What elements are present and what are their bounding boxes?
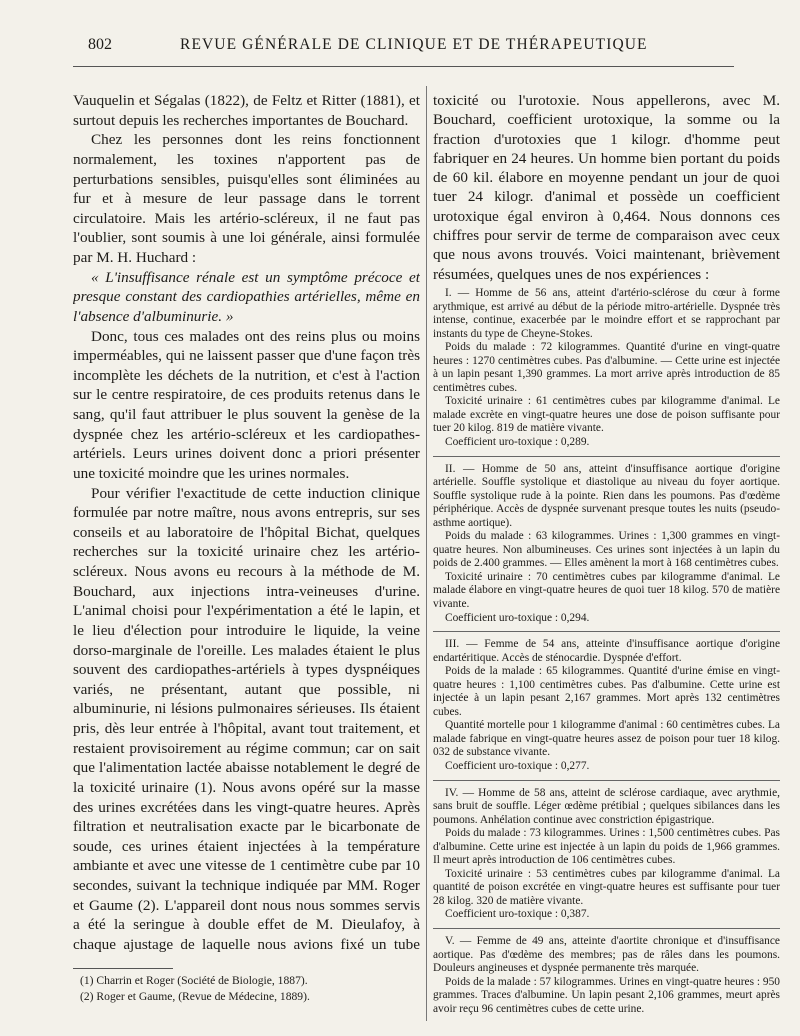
paragraph: Chez les personnes dont les reins fonctionnent normalement, les toxines n'apportent pas de perturbations sensibles, puisqu'elles sont éliminées au fur et à mesure de leur passage dans le torrent circulatoire. Mais les artério-scléreux, il ne faut pas l'oublier, sont soumis à une loi générale, ainsi formulée par M. H. Huchard : — [73, 131, 420, 266]
experiment-1 — [433, 287, 780, 450]
case-coefficient: Coefficient uro-toxique : 0,277. — [445, 760, 590, 773]
page-header — [88, 36, 728, 58]
case-description: I. — Homme de 56 ans, atteint d'artério-sclérose du cœur à forme arythmique, est arrivé au début de la période mitro-artérielle. Dyspnée très intense, continue, exacerbée par le moindre effort et se rapprochant par instants du type de Cheyne-Stokes. — [433, 286, 780, 340]
case-measurements: Poids du malade : 72 kilogrammes. Quantité d'urine en vingt-quatre heures : 1270 centimètres cubes. Pas d'albumine. — Cette urine est injectée à un lapin pesant 1,390 grammes. La mort arrive après introduction de 85 centimètres cubes. — [433, 341, 780, 394]
case-measurements: Poids de la malade : 57 kilogrammes. Urines en vingt-quatre heures : 950 grammes. Traces d'albumine. Un lapin pesant 2,106 grammes, meurt après avoir reçu 96 centimètres cubes de cette urine. — [433, 975, 780, 1015]
case-toxicity: Toxicité urinaire : 61 centimètres cubes par kilogramme d'animal. Le malade excrète en vingt-quatre heures une dose de poison suffisante pour tuer 20 kilog. 819 de matière vivante. — [433, 395, 780, 435]
paragraph: toxicité ou l'urotoxie. Nous appellerons, avec M. Bouchard, coefficient urotoxique, la somme ou la fraction d'urotoxies que 1 kilogr. d'homme peut fabriquer en 24 heures. Un homme bien portant du poids de 60 kil. élabore en moyenne pendant un jour de quoi tuer 24 kilogr. d'animal et possède un coefficient urotoxique égal environ à 0,464. Nous donnons ces chiffres pour servir de terme de comparaison avec ceux que nous avons trouvés. Voici maintenant, brièvement résumées, quelques unes de nos expériences : — [433, 92, 780, 283]
page-number: 802 — [88, 36, 112, 53]
case-coefficient: Coefficient uro-toxique : 0,387. — [445, 908, 590, 921]
case-measurements: Poids du malade : 73 kilogrammes. Urines : 1,500 centimètres cubes. Pas d'albumine. Cette urine est injectée à un lapin du poids de 1,966 grammes. Il meurt après introduction de 106 centimètres cubes. — [433, 827, 780, 867]
experiment-divider — [433, 631, 780, 632]
footnotes — [80, 973, 410, 1004]
case-description: III. — Femme de 54 ans, atteinte d'insuffisance aortique d'origine endartéritique. Accès de sténocardie. Dyspnée d'effort. — [433, 638, 780, 664]
paragraph: Donc, tous ces malades ont des reins plus ou moins imperméables, qui ne laissent passer que d'une façon très incomplète les déchets de la nutrition, et c'est à l'action sur le centre respiratoire, de ces produits retenus dans le sang, qu'il faut attribuer le plus souvent la genèse de la dyspnée chez les artério-scléreux et les cardiopathes-artériels. Leurs urines doivent donc a priori présenter une toxicité moindre que les urines normales. — [73, 327, 420, 482]
case-description: V. — Femme de 49 ans, atteinte d'aortite chronique et d'insuffisance aortique. Pas d'œdème des membres; pas de râles dans les poumons. Douleurs angineuses et dyspnée permanente très marquée. — [433, 935, 780, 975]
case-measurements: Poids de la malade : 65 kilogrammes. Quantité d'urine émise en vingt-quatre heures : 1,100 centimètres cubes. Pas d'albumine. Cette urine est injectée à un lapin pesant 2,167 grammes. Mort après 132 centimètres cubes. — [433, 665, 780, 718]
experiment-divider — [433, 456, 780, 457]
footnote-2: (2) Roger et Gaume, (Revue de Médecine, 1889). — [80, 989, 310, 1003]
left-column — [73, 91, 420, 953]
case-coefficient: Coefficient uro-toxique : 0,289. — [445, 435, 590, 448]
case-coefficient: Coefficient uro-toxique : 0,294. — [445, 611, 590, 624]
case-toxicity: Quantité mortelle pour 1 kilogramme d'animal : 60 centimètres cubes. La malade fabrique en vingt-quatre heures assez de poison pour tuer 18 kilog. 032 de substance vivante. — [433, 719, 780, 759]
case-toxicity: Toxicité urinaire : 70 centimètres cubes par kilogramme d'animal. Le malade élabore en vingt-quatre heures de quoi tuer 18 kilog. 570 de matière vivante. — [433, 570, 780, 610]
experiment-3 — [433, 638, 780, 773]
quotation: « L'insuffisance rénale est un symptôme précoce et presque constant des cardiopathies artérielles, même en l'absence d'albuminurie. » — [73, 268, 420, 325]
footnote-1: (1) Charrin et Roger (Société de Biologie, 1887). — [80, 974, 308, 987]
case-description: II. — Homme de 50 ans, atteint d'insuffisance aortique d'origine artérielle. Souffle systolique et diastolique au niveau du foyer aortique. Souffle systolique rude à la pointe. Rien dans les poumons. Pas d'œdème périphérique. Accès de dyspnée survenant presque toutes les nuits (pseudo-asthme aortique). — [433, 462, 780, 529]
paragraph: Vauquelin et Ségalas (1822), de Feltz et Ritter (1881), et surtout depuis les recherches importantes de Bouchard. — [73, 92, 420, 129]
case-description: IV. — Homme de 58 ans, atteint de sclérose cardiaque, avec arythmie, sans bruit de souffle. Léger œdème prétibial ; quelques sibilances dans les poumons. Anhélation continue avec constriction épigastrique. — [433, 786, 780, 826]
case-measurements: Poids du malade : 63 kilogrammes. Urines : 1,300 grammes en vingt-quatre heures. Non albumineuses. Ces urines sont injectées à un lapin du poids de 2.400 grammes. — Elles amènent la mort à 168 centimètres cubes. — [433, 530, 780, 570]
experiment-divider — [433, 928, 780, 929]
header-rule — [73, 66, 734, 67]
experiment-4 — [433, 787, 780, 922]
case-toxicity: Toxicité urinaire : 53 centimètres cubes par kilogramme d'animal. La quantité de poison excrétée en vingt-quatre heures est suffisante pour tuer 28 kilog. 320 de matière vivante. — [433, 867, 780, 907]
experiment-2 — [433, 463, 780, 626]
right-column — [433, 91, 780, 1036]
paragraph: Pour vérifier l'exactitude de cette induction clinique formulée par notre maître, nous avons entrepris, sur ses conseils et au laboratoire de l'hôpital Bichat, quelques recherches sur la toxicité urinaire chez les artério-scléreux. Nous avons eu recours à la méthode de M. Bouchard, aux injections intra-veineuses d'urine. L'animal choisi pour l'expérimentation a été le lapin, et le lieu d'élection pour introduire le liquide, la veine dorso-marginale de l'oreille. Les malades étaient le plus souvent des cardiopathes-artériels à types dyspnéiques variés, ne présentant, autant que possible, ni albuminurie, ni lésions pulmonaires sérieuses. Ils étaient pris, dès leur entrée à l'hôpital, avant tout traitement, et restaient provisoirement au régime commun; car on sait que l'alimentation lactée abaisse notablement le degré de la toxicité urinaire (1). Nous avons opéré sur la masse des urines excrétées dans les vingt-quatre heures. Après filtration et neutralisation exacte par le bicarbonate de soude, ces urines étaient injectées à la température ambiante et avec une vitesse de 1 centimètre cube par 10 secondes, suivant la technique indiquée par MM. Roger et Gaume (2). L'appareil dont nous nous sommes servis a été la seringue à double effet de M. Dieulafoy, à chaque ajustage de laquelle nous avions fixé un tube — [73, 484, 420, 953]
experiment-5 — [433, 935, 780, 1016]
column-divider — [426, 86, 427, 1021]
running-title: REVUE GÉNÉRALE DE CLINIQUE ET DE THÉRAPEUTIQUE — [180, 36, 648, 53]
footnote-rule — [73, 968, 173, 969]
experiment-divider — [433, 780, 780, 781]
